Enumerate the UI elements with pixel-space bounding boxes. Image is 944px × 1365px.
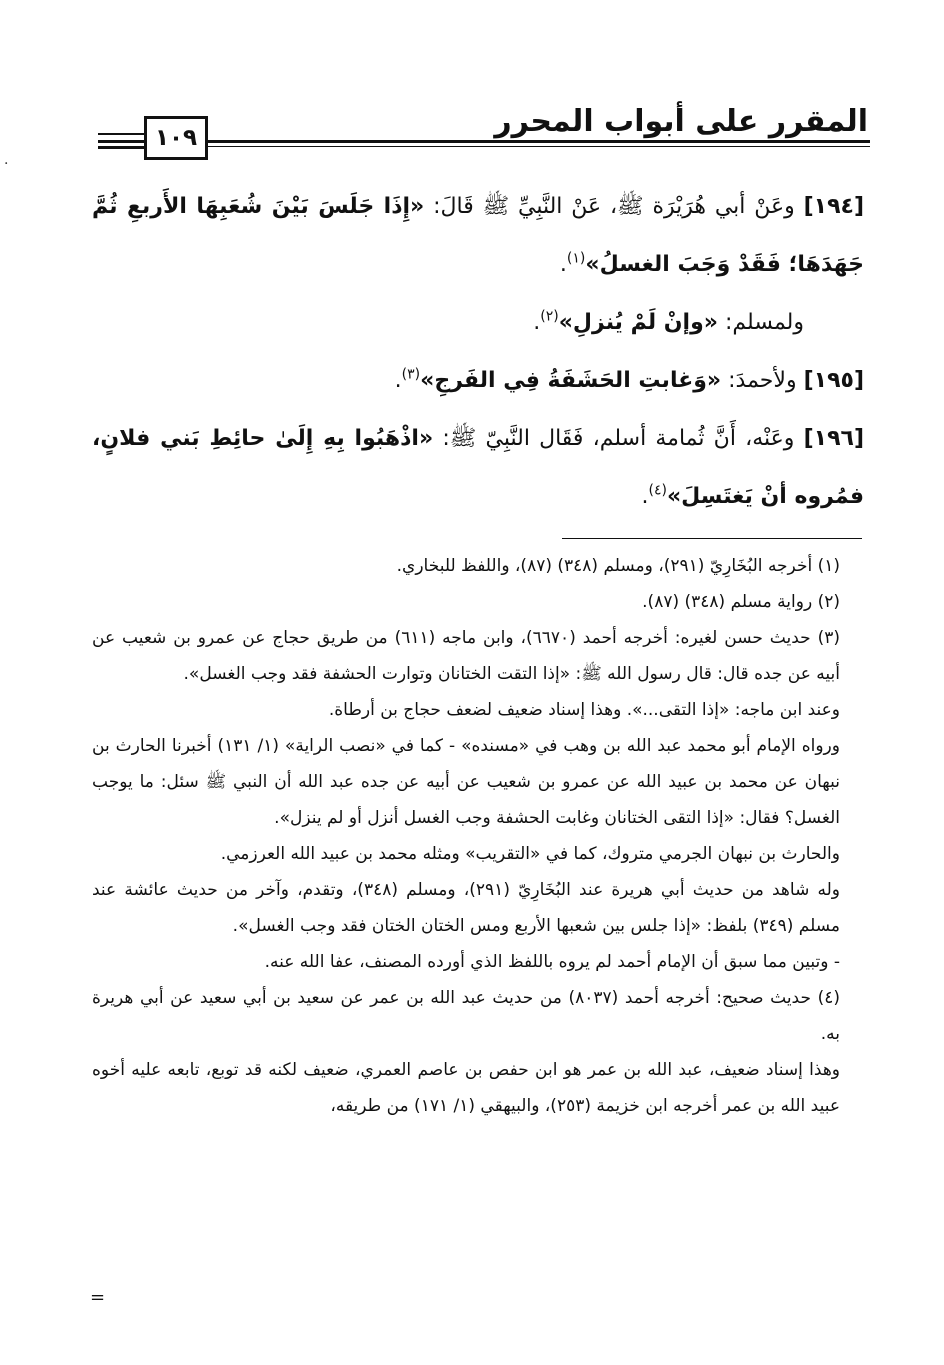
footnote-separator <box>562 538 862 539</box>
hadith-quote: «إِذَا جَلَسَ بَيْنَ شُعَبِهَا الأَربعِ ثُمَّ جَهَدَهَا؛ فَقَدْ وَجَبَ الغسلُ» <box>92 194 864 277</box>
variant-quote: «وإنْ لَمْ يُنزلِ» <box>558 310 718 335</box>
footnote-1: (١) أخرجه البُخَارِيّ (٢٩١)، ومسلم (٣٤٨) (٨٧)، واللفظ للبخاري. <box>396 556 840 576</box>
footnote-4-paragraph: وهذا إسناد ضعيف، عبد الله بن عمر هو ابن حفص بن عاصم العمري، ضعيف لكنه قد توبع، تابعه عليه أخوه عبيد الله بن عمر أخرجه ابن خزيمة (٢٥٣)، والبيهقي (١/ ١٧١) من طريقه، <box>92 1060 840 1116</box>
hadith-quote: «وَغابتِ الحَشَفَةُ فِي الفَرجِ» <box>420 368 722 393</box>
footnote-2: (٢) رواية مسلم (٣٤٨) (٨٧). <box>642 592 840 612</box>
hadith-quote: «اذْهَبُوا بِهِ إِلَىٰ حائِطِ بَني فلانٍ، فمُروه أنْ يَغتَسِلَ» <box>92 426 864 509</box>
scan-artifact: · <box>4 156 9 172</box>
footnote-3: (٣) حديث حسن لغيره: أخرجه أحمد (٦٦٧٠)، وابن ماجه (٦١١) من طريق حجاج عن عمرو بن شعيب عن أبيه عن جده قال: قال رسول الله ﷺ: «إذا التقت الختانان وتوارت الحشفة فقد وجب الغسل». <box>92 628 840 684</box>
footnotes <box>92 548 864 1124</box>
hadith-intro: وعَنْ أبي هُرَيْرَة ﷺ، عَنْ النَّبِيِّ ﷺ قَالَ: <box>433 194 795 219</box>
footnote-ref: (٤) <box>648 482 667 499</box>
page-number: ١٠٩ <box>154 125 198 151</box>
header-rule-ornament <box>98 131 144 151</box>
hadith-number: [١٩٤] <box>803 194 865 219</box>
footnote-3-paragraph: والحارث بن نبهان الجرمي متروك، كما في «التقريب» ومثله محمد بن عبيد الله العرزمي. <box>220 844 840 864</box>
footnote-3-paragraph: ورواه الإمام أبو محمد عبد الله بن وهب في «مسنده» - كما في «نصب الراية» (١/ ١٣١) أخبرنا الحارث بن نبهان عن محمد بن عبيد الله عن عمرو بن شعيب عن أبيه عن جده عبد الله أن النبي ﷺ سئل: ما يوجب الغسل؟ فقال: «إذا التقى الختانان وغابت الحشفة وجب الغسل أنزل أو لم ينزل». <box>92 736 840 828</box>
hadith-196: [١٩٦] وعَنْه، أَنَّ ثُمامة أسلم، فَقَال النَّبِيّ ﷺ: «اذْهَبُوا بِهِ إِلَىٰ حائِطِ بَني فلانٍ، فمُروه أنْ يَغتَسِلَ»$^{(٤)}$. <box>92 426 865 509</box>
variant-intro: ولمسلم: <box>724 310 804 335</box>
footnote-ref: (٣) <box>401 366 421 383</box>
continuation-mark: = <box>90 1287 106 1308</box>
running-header-title: المقرر على أبواب المحرر <box>494 104 868 139</box>
main-text <box>92 178 864 526</box>
footnote-4: (٤) حديث صحيح: أخرجه أحمد (٨٠٣٧) من حديث عبد الله بن عمر عن سعيد بن أبي سعيد عن أبي هريرة به. <box>92 988 840 1044</box>
footnote-3-paragraph: وعند ابن ماجه: «إذا التقى...». وهذا إسناد ضعيف لضعف حجاج بن أرطاة. <box>328 700 840 720</box>
hadith-number: [١٩٦] <box>803 426 865 451</box>
footnote-3-paragraph: - وتبين مما سبق أن الإمام أحمد لم يروه باللفظ الذي أورده المصنف، عفا الله عنه. <box>264 952 840 972</box>
header-rule-thin <box>98 146 870 147</box>
footnote-ref: (٢) <box>540 308 559 325</box>
footnote-ref: (١) <box>566 250 586 267</box>
hadith-intro: ولأحمدَ: <box>728 368 797 393</box>
hadith-number: [١٩٥] <box>803 368 864 393</box>
hadith-195: [١٩٥] ولأحمدَ: «وَغابتِ الحَشَفَةُ فِي الفَرجِ»$^{(٣)}$. <box>394 366 864 393</box>
page-number-box <box>144 116 208 160</box>
hadith-194: [١٩٤] وعَنْ أبي هُرَيْرَة ﷺ، عَنْ النَّبِيِّ ﷺ قَالَ: «إِذَا جَلَسَ بَيْنَ شُعَبِهَا الأَربعِ ثُمَّ جَهَدَهَا؛ فَقَدْ وَجَبَ الغسلُ»$^{(١)}$. <box>92 194 865 277</box>
muslim-variant: ولمسلم: «وإنْ لَمْ يُنزلِ»$^{(٢)}$. <box>533 308 804 335</box>
footnote-3-paragraph: وله شاهد من حديث أبي هريرة عند البُخَارِيّ (٢٩١)، ومسلم (٣٤٨)، وتقدم، وآخر من حديث عائشة عند مسلم (٣٤٩) بلفظ: «إذا جلس بين شعبها الأربع ومس الختان الختان فقد وجب الغسل». <box>92 880 841 936</box>
hadith-intro: وعَنْه، أَنَّ ثُمامة أسلم، فَقَال النَّبِيّ ﷺ: <box>442 426 795 451</box>
header-rule-thick <box>98 140 870 143</box>
